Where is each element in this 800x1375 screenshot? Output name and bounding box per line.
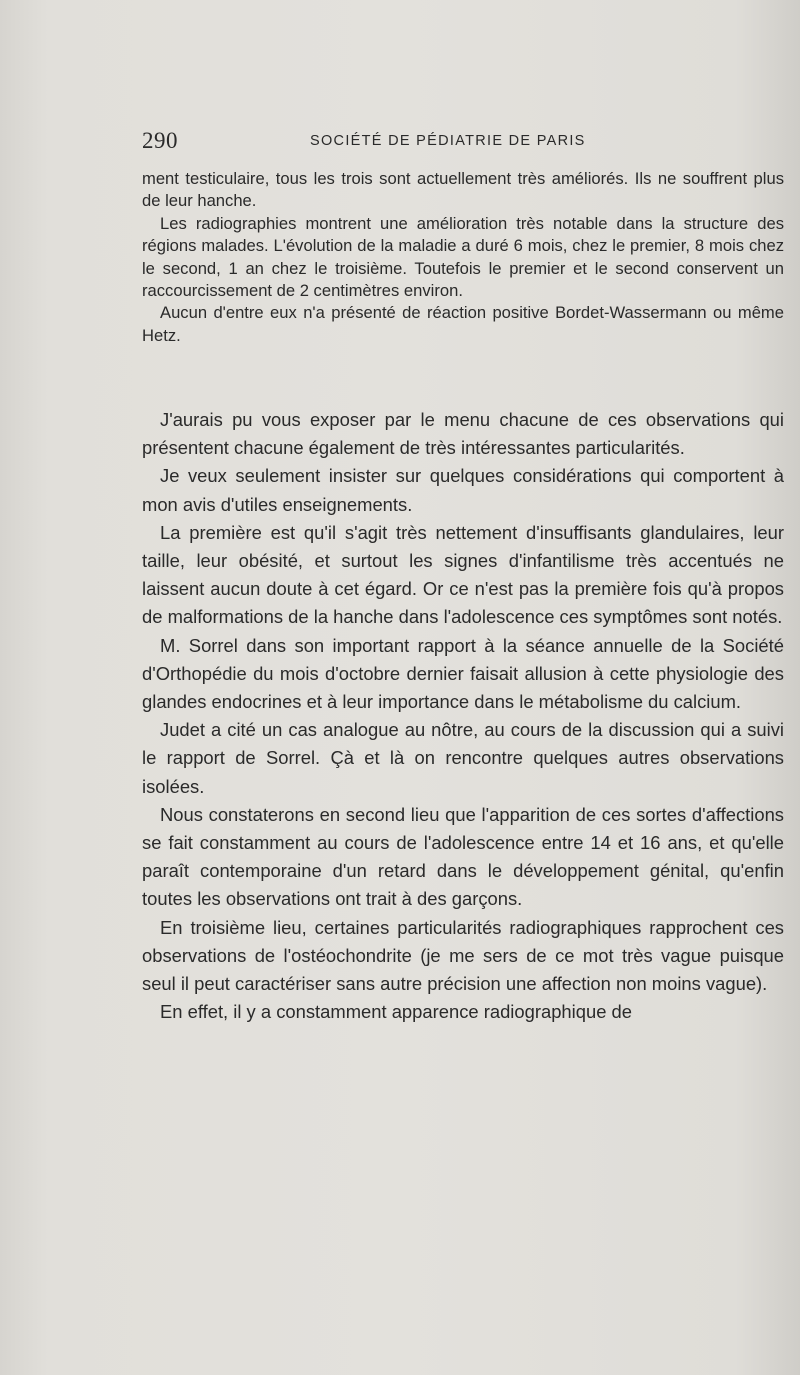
case-summary-block <box>142 168 784 347</box>
page-number: 290 <box>142 128 178 153</box>
paragraph: M. Sorrel dans son important rapport à la séance annuelle de la Société d'Orthopédie du mois d'octobre dernier faisait allusion à cette physiologie des glandes endocrines et à leur importance dans le métabolisme du calcium. <box>142 634 784 713</box>
paragraph: Je veux seulement insister sur quelques considérations qui comportent à mon avis d'utiles enseignements. <box>142 465 784 515</box>
paragraph: Aucun d'entre eux n'a présenté de réaction positive Bordet-Wassermann ou même Hetz. <box>142 303 784 345</box>
main-text-block <box>142 406 784 1026</box>
paragraph: Les radiographies montrent une amélioration très notable dans la structure des régions malades. L'évolution de la maladie a duré 6 mois, chez le premier, 8 mois chez le second, 1 an chez le troisième. Toutefois le premier et le second conservent un raccourcissement de 2 centimètres environ. <box>142 213 784 301</box>
paragraph: Nous constaterons en second lieu que l'apparition de ces sortes d'affections se fait constamment au cours de l'adolescence entre 14 et 16 ans, et qu'elle paraît contemporaine d'un retard dans le développement génital, qu'enfin toutes les observations ont trait à des garçons. <box>142 803 784 910</box>
paragraph: Judet a cité un cas analogue au nôtre, au cours de la discussion qui a suivi le rapport de Sorrel. Çà et là on rencontre quelques autres observations isolées. <box>142 719 784 797</box>
page-header <box>142 128 782 154</box>
running-title: SOCIÉTÉ DE PÉDIATRIE DE PARIS <box>310 133 586 149</box>
paragraph: La première est qu'il s'agit très nettement d'insuffisants glandulaires, leur taille, leur obésité, et surtout les signes d'infantilisme très accentués ne laissent aucun doute à cet égard. Or ce n'est pas la première fois qu'à propos de malformations de la hanche dans l'adolescence ces symptômes sont notés. <box>142 521 784 628</box>
paragraph: J'aurais pu vous exposer par le menu chacune de ces observations qui présentent chacune également de très intéressantes particularités. <box>142 409 784 459</box>
paragraph: En effet, il y a constamment apparence radiographique de <box>160 1001 632 1023</box>
paragraph: ment testiculaire, tous les trois sont actuellement très améliorés. Ils ne souffrent plus de leur hanche. <box>142 169 784 211</box>
paragraph: En troisième lieu, certaines particularités radiographiques rapprochent ces observations de l'ostéochondrite (je me sers de ce mot très vague puisque seul il peut caractériser sans autre précision une affection non moins vague). <box>142 916 784 995</box>
